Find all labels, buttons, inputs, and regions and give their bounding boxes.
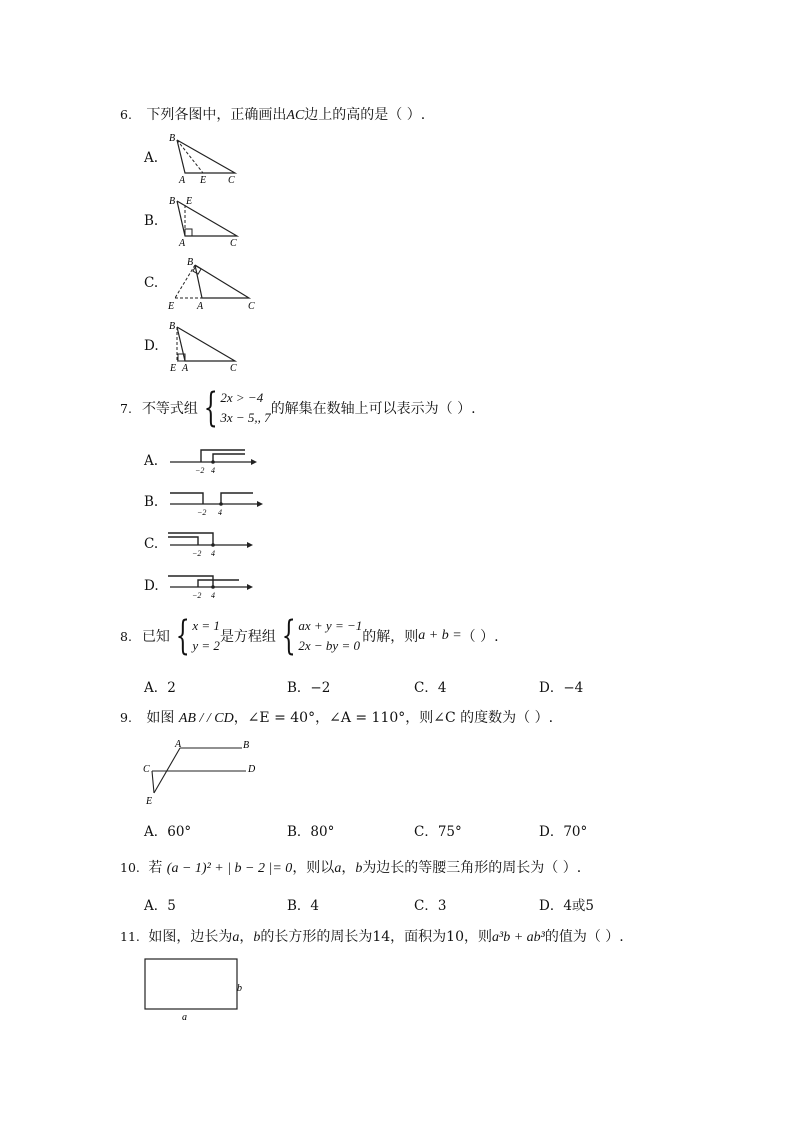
option-d[interactable] [539,894,594,914]
option-letter: B． [287,824,311,840]
question-number: 10. [120,860,140,875]
inequality-line-1: 2x > −4 [220,390,264,405]
stem-text: 下列各图中，正确画出 [146,107,287,123]
question-6-stem [120,104,425,124]
stem-text: 如图 [146,710,175,726]
stem-text: 为边长的等腰三角形的周长为（ ）. [362,860,582,876]
option-letter: B． [287,898,311,914]
variable-b: b [355,861,363,876]
point-b-label: B [243,740,250,751]
stem-text: 的长方形的周长为 [260,929,373,945]
option-a-label[interactable]: A. [144,453,159,469]
question-11-stem [120,926,624,946]
stem-text: ，则 [464,929,492,945]
triangle-figure-b [165,193,255,253]
number-line-a [165,444,265,476]
option-d-label[interactable]: D. [144,578,159,594]
math-expression: (a − 1)² + | b − 2 |= 0 [166,861,293,876]
option-d-label[interactable]: D. [144,338,159,354]
question-number: 7. [120,400,132,416]
option-value: −2 [310,680,331,696]
option-d[interactable] [539,820,587,840]
vertex-b-label: B [169,133,176,144]
option-c[interactable] [414,894,446,914]
vertex-c-label: C [230,363,237,374]
stem-text: 已知 [141,629,170,645]
question-9-stem [120,707,553,727]
inequality-system [198,385,271,431]
option-c[interactable] [414,820,462,840]
equation-system [276,613,363,659]
tick-label: 4 [218,508,222,517]
tick-label: 4 [211,591,215,600]
stem-text: ，∠E = 40°，∠A = 110°，则∠C 的度数为（ ）. [233,710,554,726]
question-7-stem [120,385,476,431]
option-letter: B． [287,680,311,696]
option-c[interactable] [414,676,446,696]
option-value: 70° [563,824,588,840]
stem-text: 是方程组 [219,629,276,645]
stem-text: ， [239,929,254,945]
variable-b: b [253,930,261,945]
triangle-figure-a [165,130,255,190]
inequality-line-2: 3x − 5,, 7 [220,410,271,425]
stem-text: ，则以 [292,860,335,876]
stem-text: 边上的高的是（ ）. [304,107,426,123]
stem-text: 的解集在数轴上可以表示为（ ）. [270,401,476,417]
option-b[interactable] [287,676,330,696]
solution-system [170,613,220,659]
tick-label: 4 [211,466,215,475]
point-d-label: D [248,764,256,775]
option-value: 4 [437,680,447,696]
number-line-c [165,527,265,559]
option-value: −4 [563,680,584,696]
vertex-b-label: B [187,257,194,268]
option-b-label[interactable]: B. [144,213,159,229]
stem-text: 若 [148,860,163,876]
segment-label: AC [286,108,305,123]
tick-label: −2 [192,591,202,600]
brace-icon: { [175,613,190,659]
math-expression: a + b = [418,628,462,643]
question-number: 11. [120,929,140,944]
option-letter: D． [539,898,564,914]
vertex-c-label: C [248,301,255,312]
vertex-a-label: A [179,238,186,249]
point-a-label: A [175,739,182,750]
option-letter: C． [414,824,438,840]
option-value: 80° [310,824,335,840]
math-expression: a³b + ab³ [492,930,545,945]
option-letter: C． [414,680,438,696]
option-letter: A． [144,680,168,696]
vertex-e-label: E [200,175,207,186]
option-b[interactable] [287,894,319,914]
perimeter-value: 14 [372,929,391,945]
side-b-label: b [237,983,242,994]
option-letter: C． [414,898,438,914]
vertex-b-label: B [169,196,176,207]
rectangle-figure [140,954,255,1024]
number-line-d [165,569,265,601]
option-value: 3 [437,898,447,914]
math-expression: AB / / CD [178,711,234,726]
vertex-b-label: B [169,321,176,332]
option-a[interactable] [144,820,191,840]
system-line-1: ax + y = −1 [298,618,363,633]
tick-label: −2 [195,466,205,475]
vertex-e-label: E [168,301,175,312]
option-value: 60° [167,824,192,840]
option-letter: D． [539,824,564,840]
option-value: 4或5 [563,898,595,914]
question-8-stem [120,613,499,659]
vertex-e-label: E [170,363,177,374]
stem-text: ，面积为 [390,929,447,945]
option-d[interactable] [539,676,583,696]
brace-icon: { [203,385,218,431]
option-value: 2 [167,680,176,696]
option-a[interactable] [144,676,176,696]
triangle-figure-d [165,318,255,378]
system-line-2: 2x − by = 0 [298,638,360,653]
option-b-label[interactable]: B. [144,494,159,510]
number-line-b [165,486,265,518]
stem-text: 如图，边长为 [148,929,233,945]
vertex-e-label: E [186,196,193,207]
option-c-label[interactable]: C. [144,275,159,291]
tick-label: −2 [192,549,202,558]
question-number: 9. [120,710,132,725]
system-line-1: x = 1 [192,618,220,633]
option-a[interactable] [144,894,176,914]
system-line-2: y = 2 [192,638,220,653]
area-value: 10 [446,929,464,945]
option-value: 4 [310,898,320,914]
vertex-c-label: C [228,175,235,186]
brace-icon: { [281,613,296,659]
stem-text: 的值为（ ）. [544,929,624,945]
tick-label: 4 [211,549,215,558]
parallel-lines-figure [140,735,270,810]
stem-text: 不等式组 [141,401,198,417]
question-number: 6. [120,107,132,122]
option-value: 75° [437,824,462,840]
stem-text: ， [341,860,356,876]
variable-a: a [232,930,240,945]
option-b[interactable] [287,820,334,840]
triangle-figure-c [165,253,265,315]
option-a-label[interactable]: A. [144,150,159,166]
tick-label: −2 [197,508,207,517]
question-number: 8. [120,628,132,644]
option-letter: A． [144,898,168,914]
vertex-a-label: A [182,363,189,374]
question-10-stem [120,857,581,877]
stem-text: 的解，则 [362,629,419,645]
stem-text: （ ）. [461,629,499,645]
option-letter: A． [144,824,168,840]
vertex-a-label: A [179,175,186,186]
option-c-label[interactable]: C. [144,536,159,552]
point-e-label: E [146,796,153,807]
option-letter: D． [539,680,564,696]
vertex-c-label: C [230,238,237,249]
side-a-label: a [182,1012,187,1023]
variable-a: a [334,861,342,876]
point-c-label: C [143,764,150,775]
option-value: 5 [167,898,176,914]
vertex-a-label: A [197,301,204,312]
